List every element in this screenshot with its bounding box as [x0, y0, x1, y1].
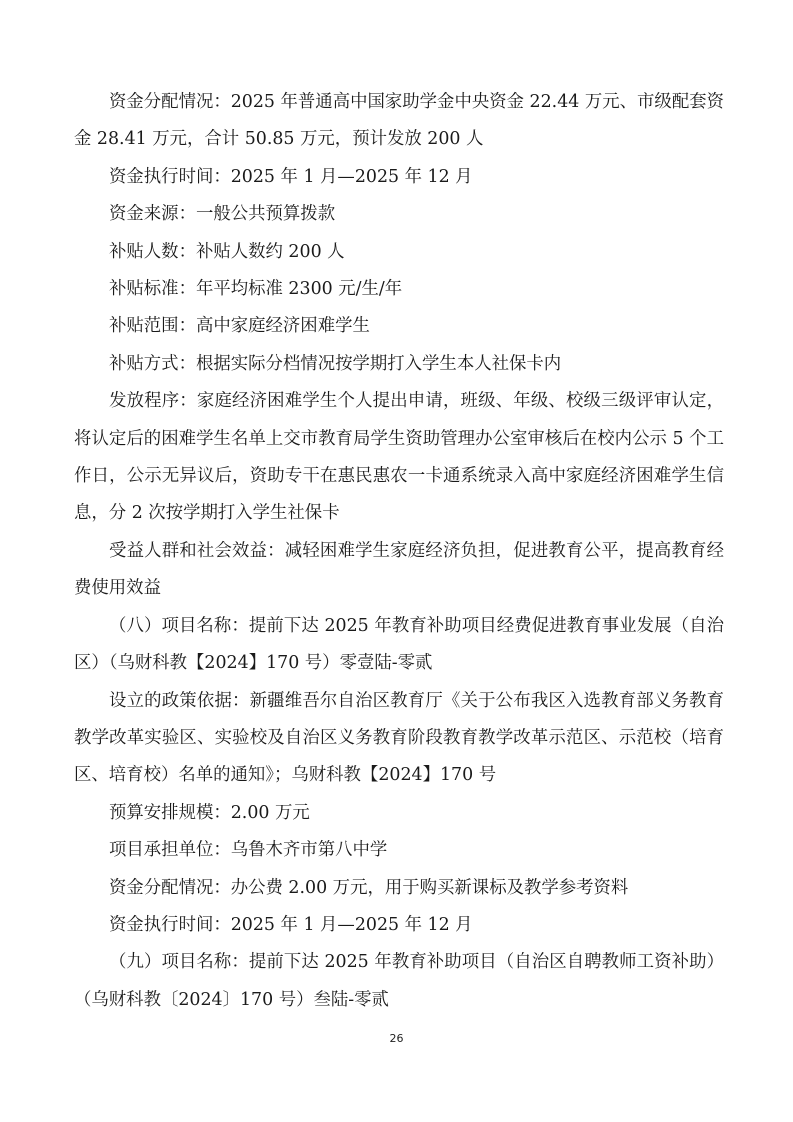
- paragraph-fund-source: 资金来源：一般公共预算拨款: [109, 204, 336, 225]
- paragraph-budget-scale: 预算安排规模：2.00 万元: [109, 802, 310, 823]
- paragraph-subsidy-scope: 补贴范围：高中家庭经济困难学生: [109, 316, 370, 337]
- document-body: [74, 84, 724, 1019]
- paragraph-subsidy-count: 补贴人数：补贴人数约 200 人: [109, 241, 345, 262]
- paragraph-beneficiaries: 受益人群和社会效益：减轻困难学生家庭经济负担，促进教育公平，提高教育经费使用效益: [74, 540, 724, 599]
- paragraph-policy-basis: 设立的政策依据：新疆维吾尔自治区教育厅《关于公布我区入选教育部义务教育教学改革实验区、实验校及自治区义务教育阶段教育教学改革示范区、示范校（培育区、培育校）名单的通知》；乌财科教【2024】170 号: [74, 690, 724, 786]
- paragraph-responsible-unit: 项目承担单位：乌鲁木齐市第八中学: [109, 840, 388, 861]
- paragraph-fund-allocation-2: 资金分配情况：办公费 2.00 万元，用于购买新课标及教学参考资料: [109, 877, 629, 898]
- page-number: 26: [389, 1032, 404, 1045]
- paragraph-subsidy-method: 补贴方式：根据实际分档情况按学期打入学生本人社保卡内: [109, 353, 562, 374]
- paragraph-fund-allocation: 资金分配情况：2025 年普通高中国家助学金中央资金 22.44 万元、市级配套资金 28.41 万元，合计 50.85 万元，预计发放 200 人: [74, 92, 724, 150]
- paragraph-project-8-title: （八）项目名称：提前下达 2025 年教育补助项目经费促进教育事业发展（自治区）（乌财科教【2024】170 号）零壹陆-零贰: [74, 615, 724, 674]
- paragraph-execution-time: 资金执行时间：2025 年 1 月—2025 年 12 月: [109, 166, 473, 187]
- paragraph-distribution-procedure: 发放程序：家庭经济困难学生个人提出申请，班级、年级、校级三级评审认定，将认定后的困难学生名单上交市教育局学生资助管理办公室审核后在校内公示 5 个工作日，公示无异议后，资助专干在惠民惠农一卡通系统录入高中家庭经济困难学生信息，分 2 次按学期打入学生社保卡: [74, 391, 724, 524]
- paragraph-execution-time-2: 资金执行时间：2025 年 1 月—2025 年 12 月: [109, 914, 473, 935]
- paragraph-project-9-title: （九）项目名称：提前下达 2025 年教育补助项目（自治区自聘教师工资补助）（乌财科教〔2024〕170 号）叁陆-零贰: [74, 952, 724, 1010]
- paragraph-subsidy-standard: 补贴标准：年平均标准 2300 元/生/年: [109, 279, 403, 300]
